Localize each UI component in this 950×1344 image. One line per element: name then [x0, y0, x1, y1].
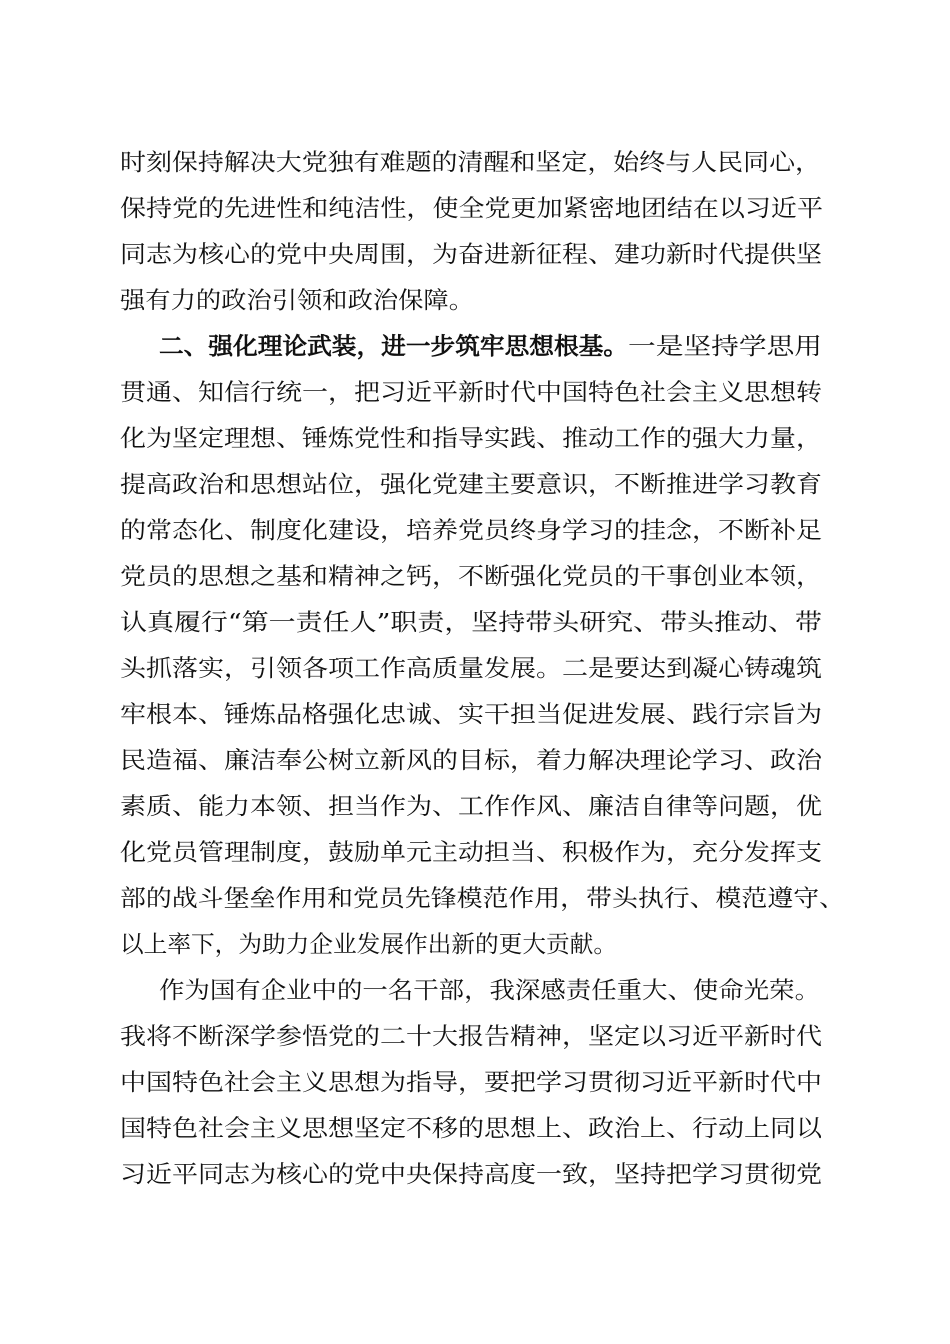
- text-line: [0, 924, 950, 964]
- text-line: [0, 510, 950, 550]
- line-text: 保持党的先进性和纯洁性，使全党更加紧密地团结在以习近平: [120, 194, 823, 222]
- text-line: [0, 372, 950, 412]
- text-line: [0, 142, 950, 182]
- line-text: 国特色社会主义思想坚定不移的思想上、政治上、行动上同以: [120, 1114, 822, 1142]
- line-text: 时刻保持解决大党独有难题的清醒和坚定，始终与人民同心，: [120, 148, 821, 176]
- line-text: 头抓落实，引领各项工作高质量发展。二是要达到凝心铸魂筑: [120, 654, 822, 682]
- text-line: [0, 234, 950, 274]
- text-line: [0, 188, 950, 228]
- text-line: [0, 1016, 950, 1056]
- line-text: 党员的思想之基和精神之钙，不断强化党员的干事创业本领，: [120, 562, 822, 590]
- text-line: [0, 464, 950, 504]
- line-text: 部的战斗堡垒作用和党员先锋模范作用，带头执行、模范遵守、: [120, 884, 845, 912]
- text-line: [0, 1154, 950, 1194]
- text-line: [0, 970, 950, 1010]
- line-text: 化为坚定理想、锤炼党性和指导实践、推动工作的强大力量，: [120, 424, 822, 452]
- text-line: [0, 418, 950, 458]
- line-text: 强有力的政治引领和政治保障。: [120, 286, 474, 314]
- line-text: 认真履行“第一责任人”职责，坚持带头研究、带头推动、带: [120, 608, 822, 636]
- line-text: 作为国有企业中的一名干部，我深感责任重大、使命光荣。: [159, 976, 820, 1004]
- line-text: 习近平同志为核心的党中央保持高度一致，坚持把学习贯彻党: [120, 1160, 822, 1188]
- line-text: 素质、能力本领、担当作为、工作作风、廉洁自律等问题，优: [120, 792, 822, 820]
- text-line: [0, 786, 950, 826]
- text-line: [0, 694, 950, 734]
- section-heading: 二、强化理论武装，进一步筑牢思想根基。: [159, 332, 628, 360]
- text-line: [0, 326, 950, 366]
- line-text: 以上率下，为助力企业发展作出新的更大贡献。: [120, 930, 617, 958]
- line-text: 的常态化、制度化建设，培养党员终身学习的挂念，不断补足: [120, 516, 822, 544]
- text-line: [0, 1108, 950, 1148]
- text-line: [0, 602, 950, 642]
- line-text: 同志为核心的党中央周围，为奋进新征程、建功新时代提供坚: [120, 240, 822, 268]
- text-line: [0, 556, 950, 596]
- text-line: [0, 280, 950, 320]
- line-text: 一是坚持学思用: [628, 332, 822, 360]
- text-line: [0, 1062, 950, 1102]
- text-line: [0, 832, 950, 872]
- line-text: 化党员管理制度，鼓励单元主动担当、积极作为，充分发挥支: [120, 838, 822, 866]
- line-text: 牢根本、锤炼品格强化忠诚、实干担当促进发展、践行宗旨为: [120, 700, 822, 728]
- text-line: [0, 740, 950, 780]
- line-text: 我将不断深学参悟党的二十大报告精神，坚定以习近平新时代: [120, 1022, 822, 1050]
- text-line: [0, 878, 950, 918]
- line-text: 贯通、知信行统一，把习近平新时代中国特色社会主义思想转: [120, 378, 822, 406]
- line-text: 民造福、廉洁奉公树立新风的目标，着力解决理论学习、政治: [120, 746, 822, 774]
- line-text: 中国特色社会主义思想为指导，要把学习贯彻习近平新时代中: [120, 1068, 822, 1096]
- line-text: 提高政治和思想站位，强化党建主要意识，不断推进学习教育: [120, 470, 822, 498]
- text-line: [0, 648, 950, 688]
